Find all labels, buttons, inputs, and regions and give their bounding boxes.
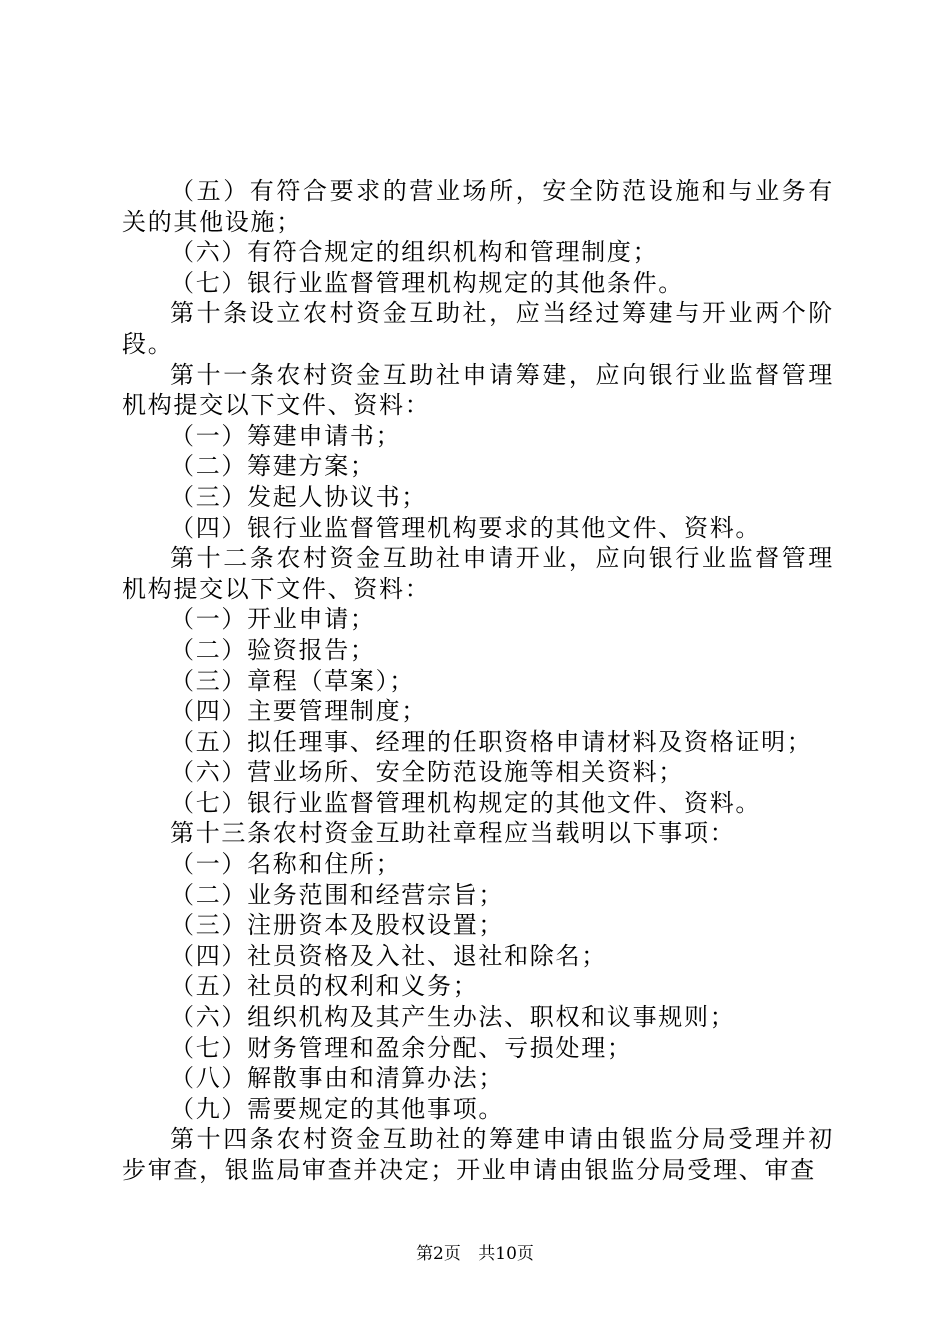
paragraph: （七）银行业监督管理机构规定的其他文件、资料。 — [170, 788, 762, 817]
paragraph: （五）有符合要求的营业场所，安全防范设施和与业务有关的其他设施； — [122, 177, 834, 236]
paragraph: （八）解散事由和清算办法； — [170, 1064, 505, 1093]
paragraph: （四）社员资格及入社、退社和除名； — [170, 941, 607, 970]
document-body — [122, 176, 834, 1186]
paragraph: （三）发起人协议书； — [170, 482, 427, 511]
page-total: 共10页 — [478, 1244, 534, 1264]
paragraph: （二）筹建方案； — [170, 452, 376, 481]
paragraph: （一）开业申请； — [170, 605, 376, 634]
paragraph: （七）银行业监督管理机构规定的其他条件。 — [170, 268, 684, 297]
paragraph: （四）主要管理制度； — [170, 697, 427, 726]
paragraph: （三）注册资本及股权设置； — [170, 911, 505, 940]
paragraph: （二）业务范围和经营宗旨； — [170, 880, 505, 909]
paragraph: （三）章程（草案）； — [170, 666, 415, 695]
paragraph: 第十条设立农村资金互助社，应当经过筹建与开业两个阶段。 — [122, 299, 834, 358]
page-footer — [0, 1243, 950, 1265]
paragraph: 第十四条农村资金互助社的筹建申请由银监分局受理并初步审查，银监局审查并决定；开业申请由银监分局受理、审查 — [122, 1125, 834, 1184]
paragraph: 第十一条农村资金互助社申请筹建，应向银行业监督管理机构提交以下文件、资料： — [122, 360, 834, 420]
paragraph: （一）筹建申请书； — [170, 421, 402, 450]
paragraph: （一）名称和住所； — [170, 850, 402, 879]
paragraph: （六）组织机构及其产生办法、职权和议事规则； — [170, 1003, 736, 1032]
paragraph: （六）营业场所、安全防范设施等相关资料； — [170, 758, 684, 787]
paragraph: （七）财务管理和盈余分配、亏损处理； — [170, 1033, 633, 1062]
page-number: 第2页 — [416, 1244, 461, 1264]
paragraph: 第十三条农村资金互助社章程应当载明以下事项： — [170, 819, 736, 848]
paragraph: （六）有符合规定的组织机构和管理制度； — [170, 238, 659, 267]
paragraph: （四）银行业监督管理机构要求的其他文件、资料。 — [170, 513, 762, 542]
paragraph: 第十二条农村资金互助社申请开业，应向银行业监督管理机构提交以下文件、资料： — [122, 544, 834, 603]
paragraph: （二）验资报告； — [170, 635, 376, 664]
paragraph: （五）拟任理事、经理的任职资格申请材料及资格证明； — [170, 727, 813, 756]
paragraph: （五）社员的权利和义务； — [170, 972, 479, 1001]
paragraph: （九）需要规定的其他事项。 — [170, 1094, 505, 1123]
